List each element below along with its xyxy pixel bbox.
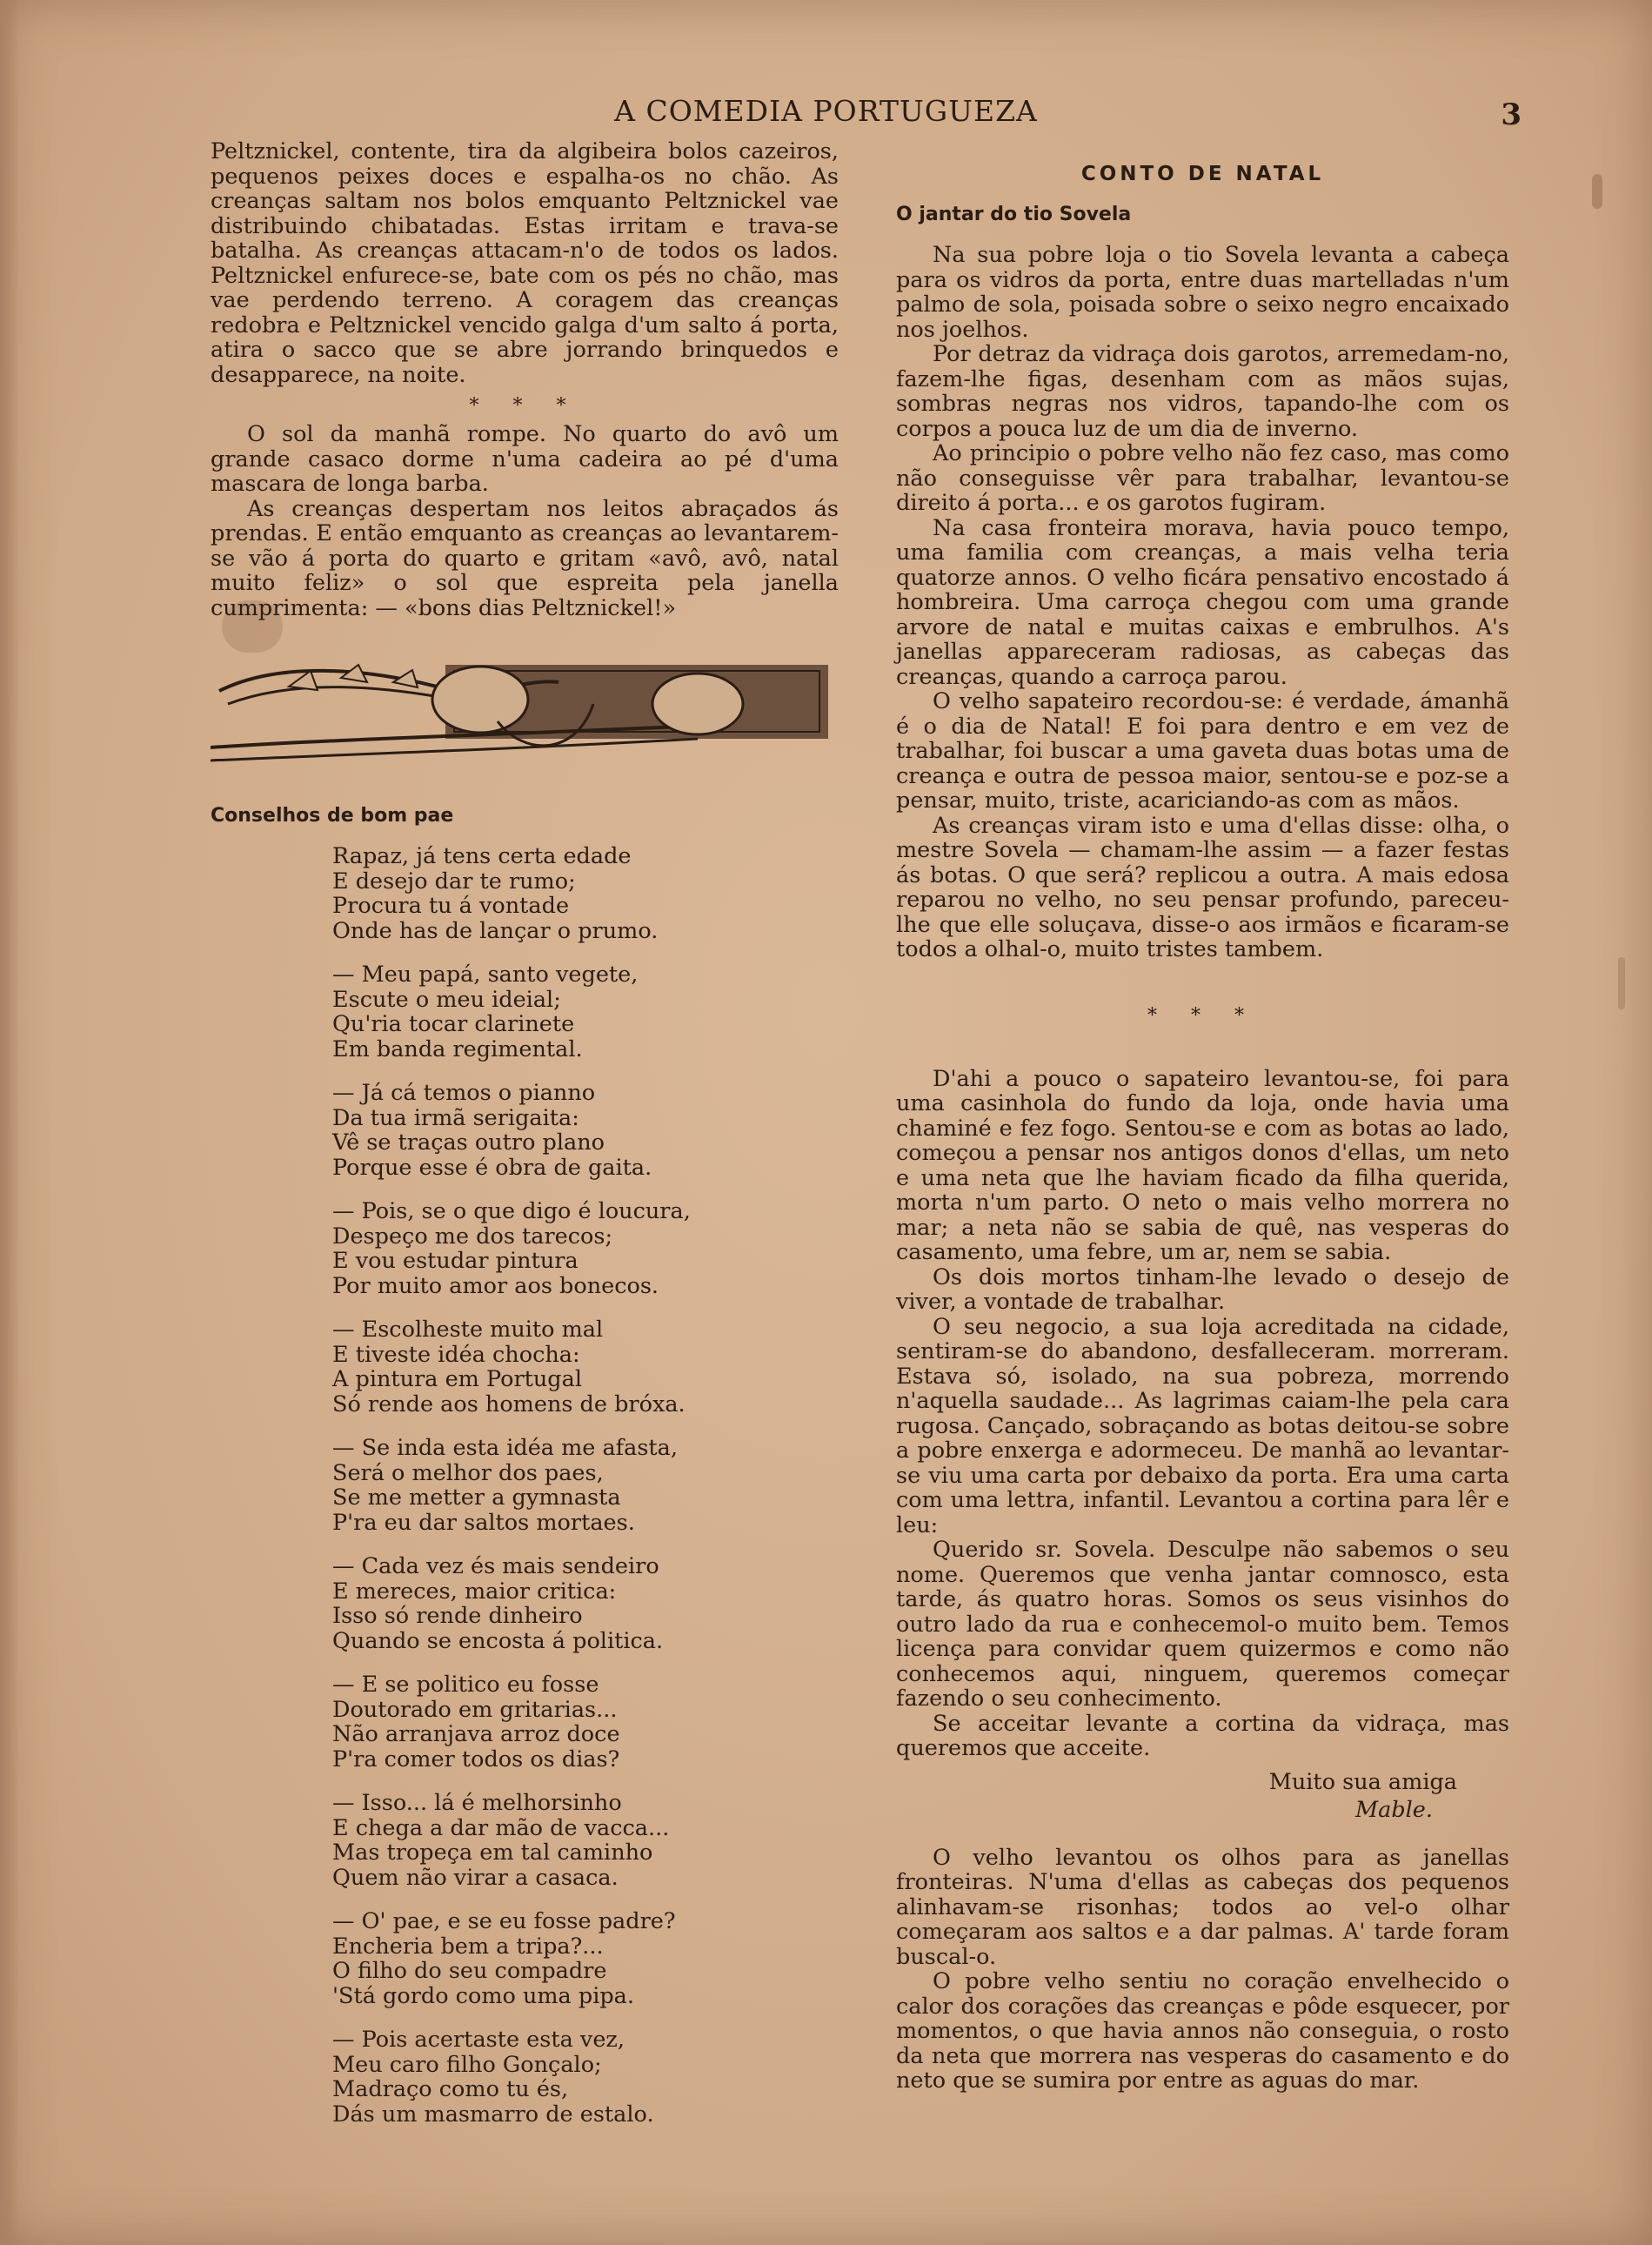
poem-line: Em banda regimental.	[332, 1035, 583, 1062]
story-paragraph: Querido sr. Sovela. Desculpe não sabemos o seu nome. Queremos que venha jantar comnosco, esta tarde, ás quatro horas. Somos os seus visinhos do outro lado da rua e conhecemol-o muito bem. Temos licença para convidar quem quizermos e como não conhecemos aqui, ninguem, queremos começar fazendo o seu conhecimento.	[896, 1537, 1509, 1712]
intro-paragraph: Peltznickel, contente, tira da algibeira bolos cazeiros, pequenos peixes doces e espalha-os no chão. As creanças saltam nos bolos emquanto Peltznickel vae distribuindo chibatadas. Estas irritam e trava-se batalha. As creanças attacam-n'o de todos os lados. Peltznickel enfurece-se, bate com os pés no chão, mas vae perdendo terreno. A coragem das creanças redobra e Peltznickel vencido galga d'um salto á porta, atira o sacco que se abre jorrando brinquedos e desapparece, na noite.	[211, 138, 839, 388]
story-paragraph: Na sua pobre loja o tio Sovela levanta a cabeça para os vidros da porta, entre duas martelladas n'um palmo de sola, poisada sobre o seixo negro encaixado nos joelhos.	[896, 242, 1509, 343]
story-paragraph: D'ahi a pouco o sapateiro levantou-se, foi para uma casinhola do fundo da loja, onde havia uma chaminé e fez fogo. Sentou-se e com as botas ao lado, começou a pensar nos antigos donos d'ellas, um neto e uma neta que lhe haviam ficado da filha querida, morta n'um parto. O neto o mais velho morrera no mar; a neta não se sabia de quê, nas vesperas do casamento, uma febre, um ar, nem se sabia.	[896, 1065, 1509, 1265]
story-paragraph: Se acceitar levante a cortina da vidraça, mas queremos que acceite.	[896, 1710, 1509, 1761]
poem-line: E vou estudar pintura	[332, 1248, 579, 1274]
story-paragraph: O velho levantou os olhos para as janellas fronteiras. N'uma d'ellas as cabeças dos pequenos alinhavam-se risonhas; todos ao vel-o olhar começaram aos saltos e a dar palmas. A' tarde foram buscal-o.	[896, 1844, 1509, 1970]
story-paragraph: O seu negocio, a sua loja acreditada na cidade, sentiram-se do abandono, desfalleceram. morreram. Estava só, isolado, na sua pobreza, morrendo n'aquella saudade... As lagrimas caiam-lhe pela cara rugosa. Cançado, sobraçando as botas deitou-se sobre a pobre enxerga e adormeceu. De manhã ao levantar-se viu uma carta por debaixo da porta. Era uma carta com uma lettra, infantil. Levantou a cortina para lêr e leu:	[896, 1313, 1509, 1538]
poem-line: O filho do seu compadre	[332, 1958, 607, 1984]
poem-line: A pintura em Portugal	[332, 1366, 582, 1392]
story-title: CONTO DE NATAL	[1080, 163, 1325, 185]
letter-signature: Mable.	[1355, 1797, 1433, 1823]
story-part-2	[896, 1067, 1509, 1761]
poem-stanza	[332, 1436, 839, 1535]
story-paragraph: As creanças viram isto e uma d'ellas disse: olha, o mestre Sovela — chamam-lhe assim — a fazer festas ás botas. O que será? replicou a outra. A mais edosa reparou no velho, no seu pensar profundo, pareceu-lhe que elle soluçava, disse-o aos irmãos e ficaram-se todos a olhal-o, muito tristes tambem.	[896, 812, 1509, 962]
story-paragraph: Os dois mortos tinham-lhe levado o desejo de viver, a vontade de trabalhar.	[896, 1263, 1509, 1315]
poem-line: — Pois acertaste esta vez,	[332, 2027, 625, 2053]
floral-ornament-illustration	[211, 652, 837, 774]
poem-line: Escute o meu ideial;	[332, 986, 561, 1013]
poem-line: Encheria bem a tripa?...	[332, 1933, 604, 1960]
poem-line: — Isso... lá é melhorsinho	[332, 1790, 622, 1816]
poem-line: — Escolheste muito mal	[332, 1317, 604, 1343]
poem-line: E tiveste idéa chocha:	[332, 1341, 580, 1368]
poem-line: Se me metter a gymnasta	[332, 1484, 621, 1511]
paper-stain	[1592, 174, 1602, 209]
poem-line: — Pois, se o que digo é loucura,	[332, 1198, 691, 1224]
poem-line: E mereces, maior critica:	[332, 1578, 617, 1605]
left-column	[211, 139, 839, 2146]
story-paragraph: O velho sapateiro recordou-se: é verdade, ámanhã é o dia de Natal! E foi para dentro e em vez de trabalhar, foi buscar a uma gaveta duas botas uma de creança e outra de pessoa maior, sentou-se e poz-se a pensar, muito, triste, acariciando-as com as mãos.	[896, 688, 1509, 814]
poem-line: — Já cá temos o pianno	[332, 1080, 596, 1106]
poem-line: — O' pae, e se eu fosse padre?	[332, 1908, 676, 1934]
poem-line: Rapaz, já tens certa edade	[332, 843, 632, 869]
story-paragraph: Na casa fronteira morava, havia pouco tempo, uma familia com creanças, a mais velha teria quatorze annos. O velho ficára pensativo encostado á hombreira. Uma carroça chegou com uma grande arvore de natal e muitas caixas e embrulhos. A's janellas appareceram radiosas, as cabeças das creanças, quando a carroça parou.	[896, 514, 1509, 690]
poem-stanza	[332, 1081, 839, 1180]
poem-stanza	[332, 1672, 839, 1772]
poem-line: Quem não virar a casaca.	[332, 1864, 619, 1891]
poem-line: Só rende aos homens de bróxa.	[332, 1391, 686, 1417]
poem-line: Será o melhor dos paes,	[332, 1459, 604, 1486]
story-part-3	[896, 1846, 1509, 2094]
poem-line: Por muito amor aos bonecos.	[332, 1272, 659, 1299]
page-number: 3	[1501, 97, 1522, 132]
poem-line: Mas tropeça em tal caminho	[332, 1840, 653, 1866]
poem-line: — Se inda esta idéa me afasta,	[332, 1435, 678, 1461]
publication-title: A COMEDIA PORTUGUEZA	[614, 94, 1038, 128]
poem-line: Dás um masmarro de estalo.	[332, 2101, 654, 2128]
poem-line: Quando se encosta á politica.	[332, 1627, 664, 1654]
poem-stanza	[332, 2027, 839, 2127]
poem-line: Vê se traças outro plano	[332, 1129, 605, 1156]
poem-title: Conselhos de bom pae	[211, 804, 454, 827]
poem-stanza	[332, 962, 839, 1062]
poem-line: Onde has de lançar o prumo.	[332, 917, 659, 944]
section-divider-stars: * * *	[1147, 1004, 1258, 1027]
story-paragraph: Ao principio o pobre velho não fez caso, mas como não conseguisse vêr para trabalhar, levantou-se direito á porta... e os garotos fugiram.	[896, 440, 1509, 516]
poem-line: — Meu papá, santo vegete,	[332, 962, 639, 988]
poem-line: — E se politico eu fosse	[332, 1672, 599, 1698]
poem-line: Meu caro filho Gonçalo;	[332, 2051, 602, 2078]
poem-stanza	[332, 1199, 839, 1298]
poem-line: Da tua irmã serigaita:	[332, 1104, 579, 1131]
story-part-1	[896, 243, 1509, 962]
poem-line: Isso só rende dinheiro	[332, 1603, 583, 1629]
letter-signoff: Muito sua amiga	[1268, 1768, 1457, 1795]
poem-line: Porque esse é obra de gaita.	[332, 1154, 652, 1181]
poem-line: Procura tu á vontade	[332, 893, 570, 919]
page-edge-shadow	[0, 0, 19, 2245]
paper-stain	[1618, 957, 1625, 1009]
section-divider-stars: * * *	[469, 395, 580, 417]
poem-line: E desejo dar te rumo;	[332, 868, 576, 895]
poem-stanza	[332, 1554, 839, 1653]
poem-line: Não arranjava arroz doce	[332, 1721, 620, 1747]
paragraph: O sol da manhã rompe. No quarto do avô um grande casaco dorme n'uma cadeira ao pé d'uma mascara de longa barba.	[211, 421, 839, 497]
poem-line: Doutorado em gritarias...	[332, 1696, 618, 1723]
story-paragraph: Por detraz da vidraça dois garotos, arremedam-no, fazem-lhe figas, desenham com as mãos sujas, sombras negras nos vidros, tapando-lhe com os corpos a pouca luz de um dia de inverno.	[896, 341, 1509, 442]
poem-stanza	[332, 844, 839, 943]
poem-line: E chega a dar mão de vacca...	[332, 1814, 670, 1841]
poem-line: 'Stá gordo como uma pipa.	[332, 1982, 634, 2009]
poem-stanza	[332, 1791, 839, 1890]
right-column	[896, 162, 1509, 2094]
poem-stanza	[332, 1909, 839, 2008]
poem-line: Qu'ria tocar clarinete	[332, 1011, 575, 1037]
paragraph: As creanças despertam nos leitos abraçados ás prendas. E então emquanto as creanças ao levantarem-se vão á porta do quarto e gritam «avô, avô, natal muito feliz» o sol que espreita pela janella cumprimenta: — «bons dias Peltznickel!»	[211, 495, 839, 621]
story-paragraph: O pobre velho sentiu no coração envelhecido o calor dos corações das creanças e pôde esquecer, por momentos, o que havia annos não conseguia, o rosto da neta que morrera nas vesperas do casamento e do neto que se sumira por entre as aguas do mar.	[896, 1968, 1509, 2094]
poem	[332, 844, 839, 2127]
poem-stanza	[332, 1317, 839, 1417]
poem-line: Despeço me dos tarecos;	[332, 1223, 613, 1250]
poem-line: Madraço como tu és,	[332, 2076, 569, 2102]
story-subtitle: O jantar do tio Sovela	[896, 203, 1132, 225]
poem-line: P'ra comer todos os dias?	[332, 1746, 620, 1773]
poem-line: P'ra eu dar saltos mortaes.	[332, 1509, 635, 1536]
poem-line: — Cada vez és mais sendeiro	[332, 1553, 659, 1579]
page-header	[0, 94, 1652, 132]
